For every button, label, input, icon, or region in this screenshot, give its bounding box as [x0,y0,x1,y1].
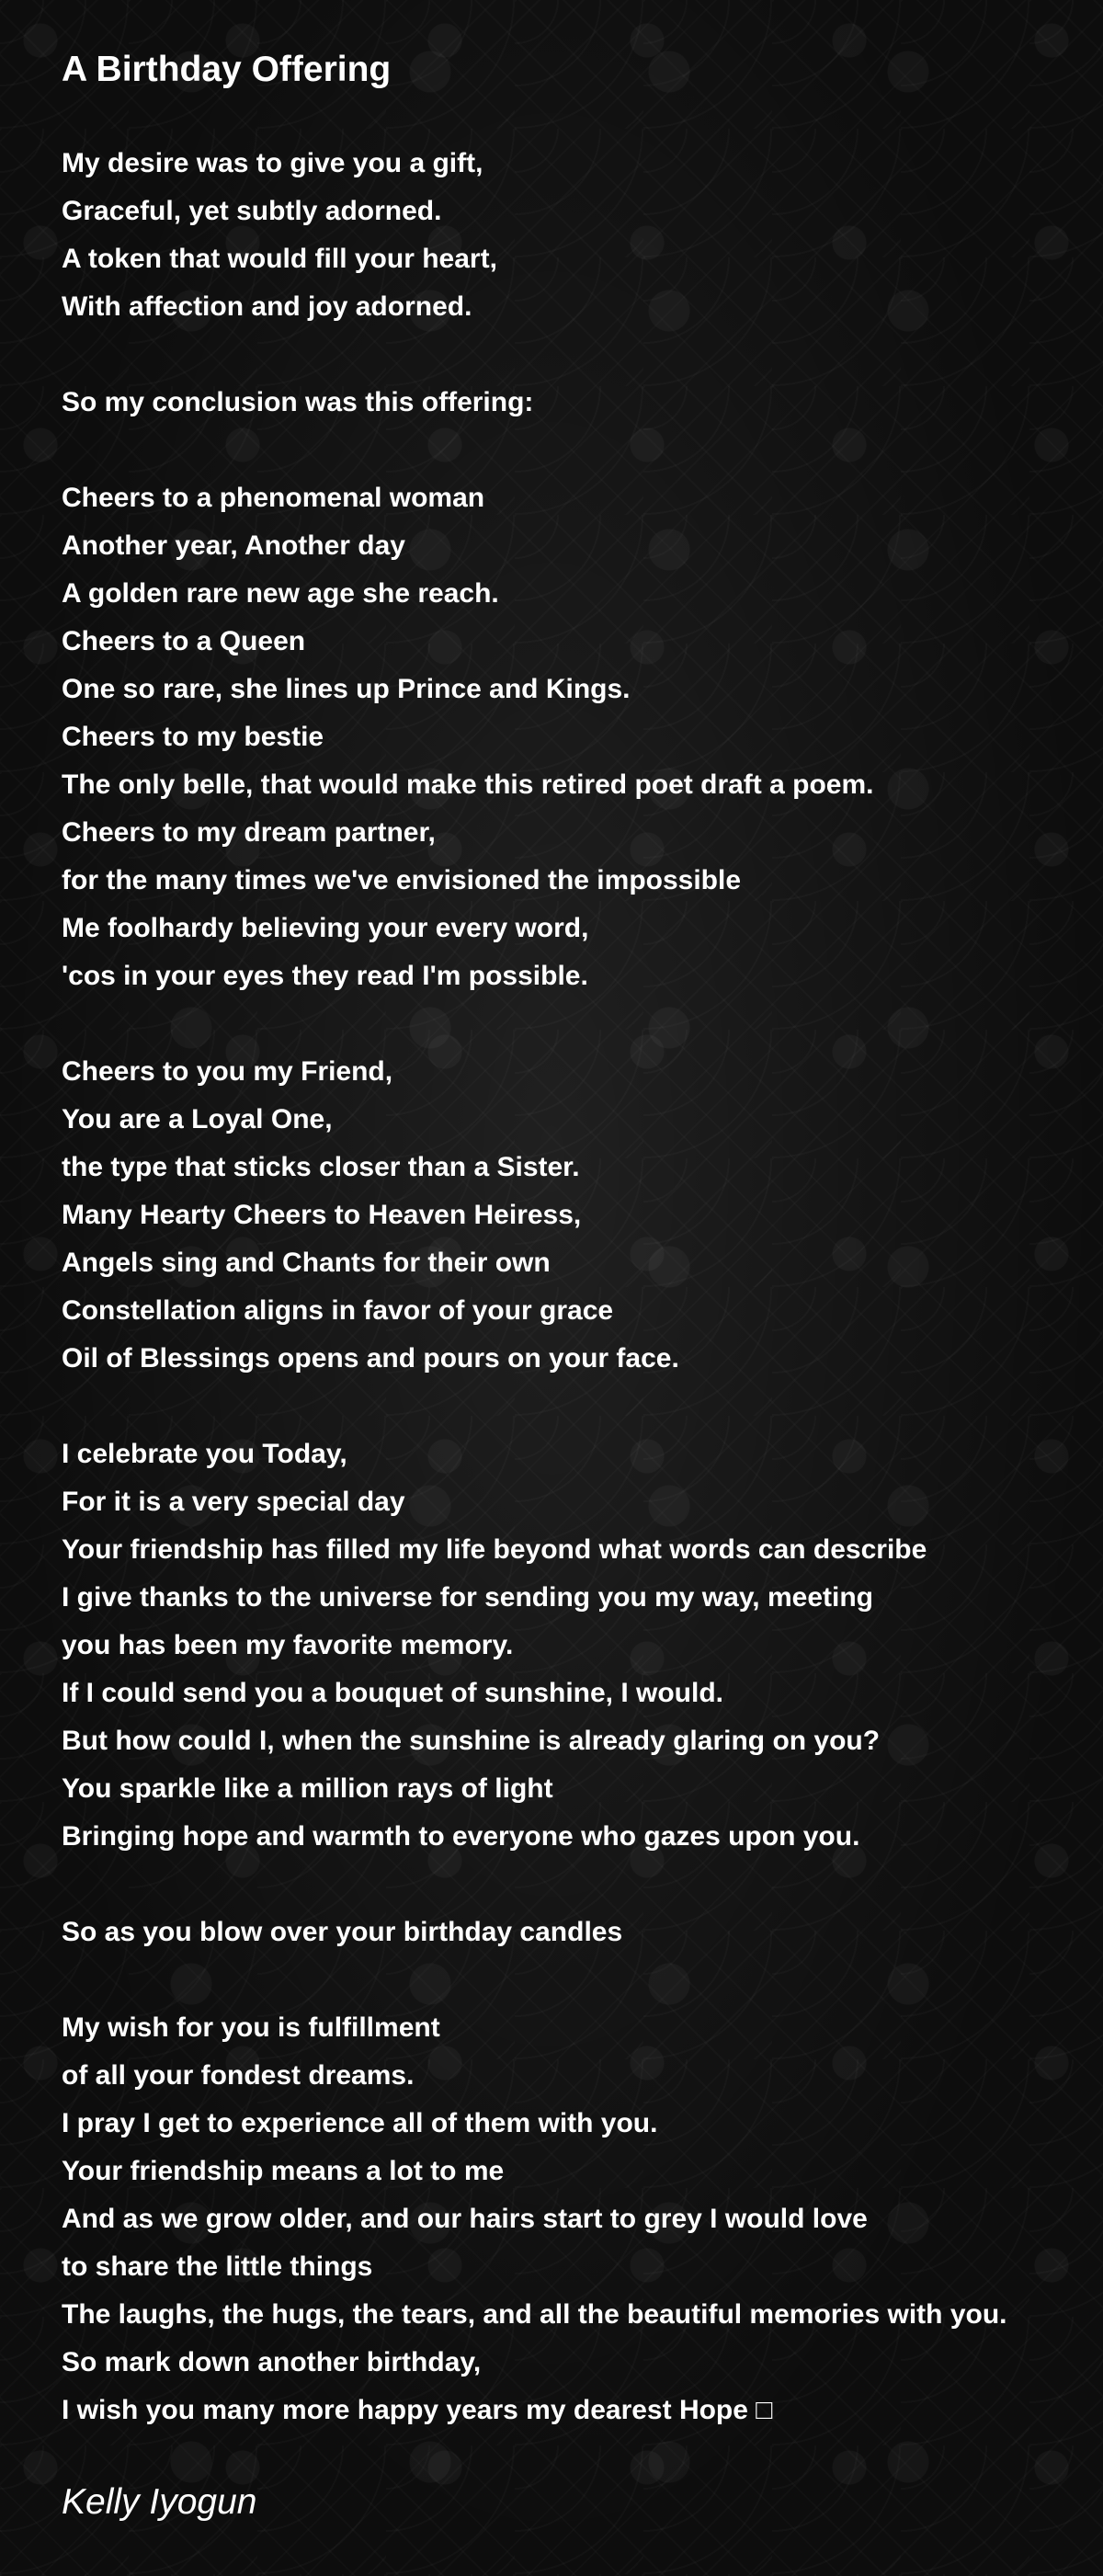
poem-line: Your friendship means a lot to me [62,2156,505,2186]
stanza-break [62,1861,1091,1909]
poem-line: for the many times we've envisioned the impossible [62,865,742,895]
poem-line: Graceful, yet subtly adorned. [62,196,442,226]
poem-line: You are a Loyal One, [62,1104,333,1134]
poem-line: With affection and joy adorned. [62,291,472,322]
poem-line: If I could send you a bouquet of sunshine, I would. [62,1678,723,1708]
poem-line: to share the little things [62,2251,373,2282]
poem-line: Bringing hope and warmth to everyone who gazes upon you. [62,1821,860,1852]
poem-line: Me foolhardy believing your every word, [62,913,589,943]
poem-line: Cheers to my dream partner, [62,817,436,848]
poem-line: of all your fondest dreams. [62,2060,415,2091]
poem-line: I wish you many more happy years my dearest Hope □ [62,2395,773,2425]
poem-line: My desire was to give you a gift, [62,148,483,178]
poem-line: Your friendship has filled my life beyond what words can describe [62,1534,927,1565]
poem-line: For it is a very special day [62,1487,405,1517]
poem-line: Many Hearty Cheers to Heaven Heiress, [62,1200,582,1230]
poem-line: I pray I get to experience all of them with you. [62,2108,658,2138]
poem-line: you has been my favorite memory. [62,1630,514,1660]
poem-body [62,140,1091,2434]
poem-line: Cheers to a Queen [62,626,306,656]
poem-line: Cheers to a phenomenal woman [62,483,485,513]
poem-line: And as we grow older, and our hairs start to grey I would love [62,2204,868,2234]
poem-line: The only belle, that would make this retired poet draft a poem. [62,769,874,800]
poem-line: Another year, Another day [62,530,405,561]
poem-line: My wish for you is fulfillment [62,2012,440,2043]
poem-line: the type that sticks closer than a Sister. [62,1152,580,1182]
stanza-break [62,1956,1091,2004]
poem-line: But how could I, when the sunshine is already glaring on you? [62,1726,881,1756]
poem-line: So my conclusion was this offering: [62,387,534,417]
stanza-break [62,331,1091,379]
poem-line: A golden rare new age she reach. [62,578,499,609]
poem-line: The laughs, the hugs, the tears, and all the beautiful memories with you. [62,2299,1007,2330]
poem-line: A token that would fill your heart, [62,244,497,274]
stanza-break [62,1000,1091,1048]
poem-line: You sparkle like a million rays of light [62,1773,553,1804]
poem-line: One so rare, she lines up Prince and Kings. [62,674,631,704]
poem-line: Constellation aligns in favor of your grace [62,1295,614,1326]
stanza-break [62,1383,1091,1430]
poem-line: So mark down another birthday, [62,2347,482,2377]
poem-line: Cheers to my bestie [62,722,324,752]
poem-line: I give thanks to the universe for sending you my way, meeting [62,1582,873,1613]
author-signature: Kelly Iyogun [62,2482,257,2522]
poem-line: So as you blow over your birthday candles [62,1917,623,1947]
poem-line: Angels sing and Chants for their own [62,1248,551,1278]
poem-title: A Birthday Offering [62,50,392,89]
poem-line: 'cos in your eyes they read I'm possible. [62,961,588,991]
poem-line: Cheers to you my Friend, [62,1056,393,1087]
stanza-break [62,427,1091,474]
poem-line: Oil of Blessings opens and pours on your face. [62,1343,679,1373]
poem-line: I celebrate you Today, [62,1439,347,1469]
